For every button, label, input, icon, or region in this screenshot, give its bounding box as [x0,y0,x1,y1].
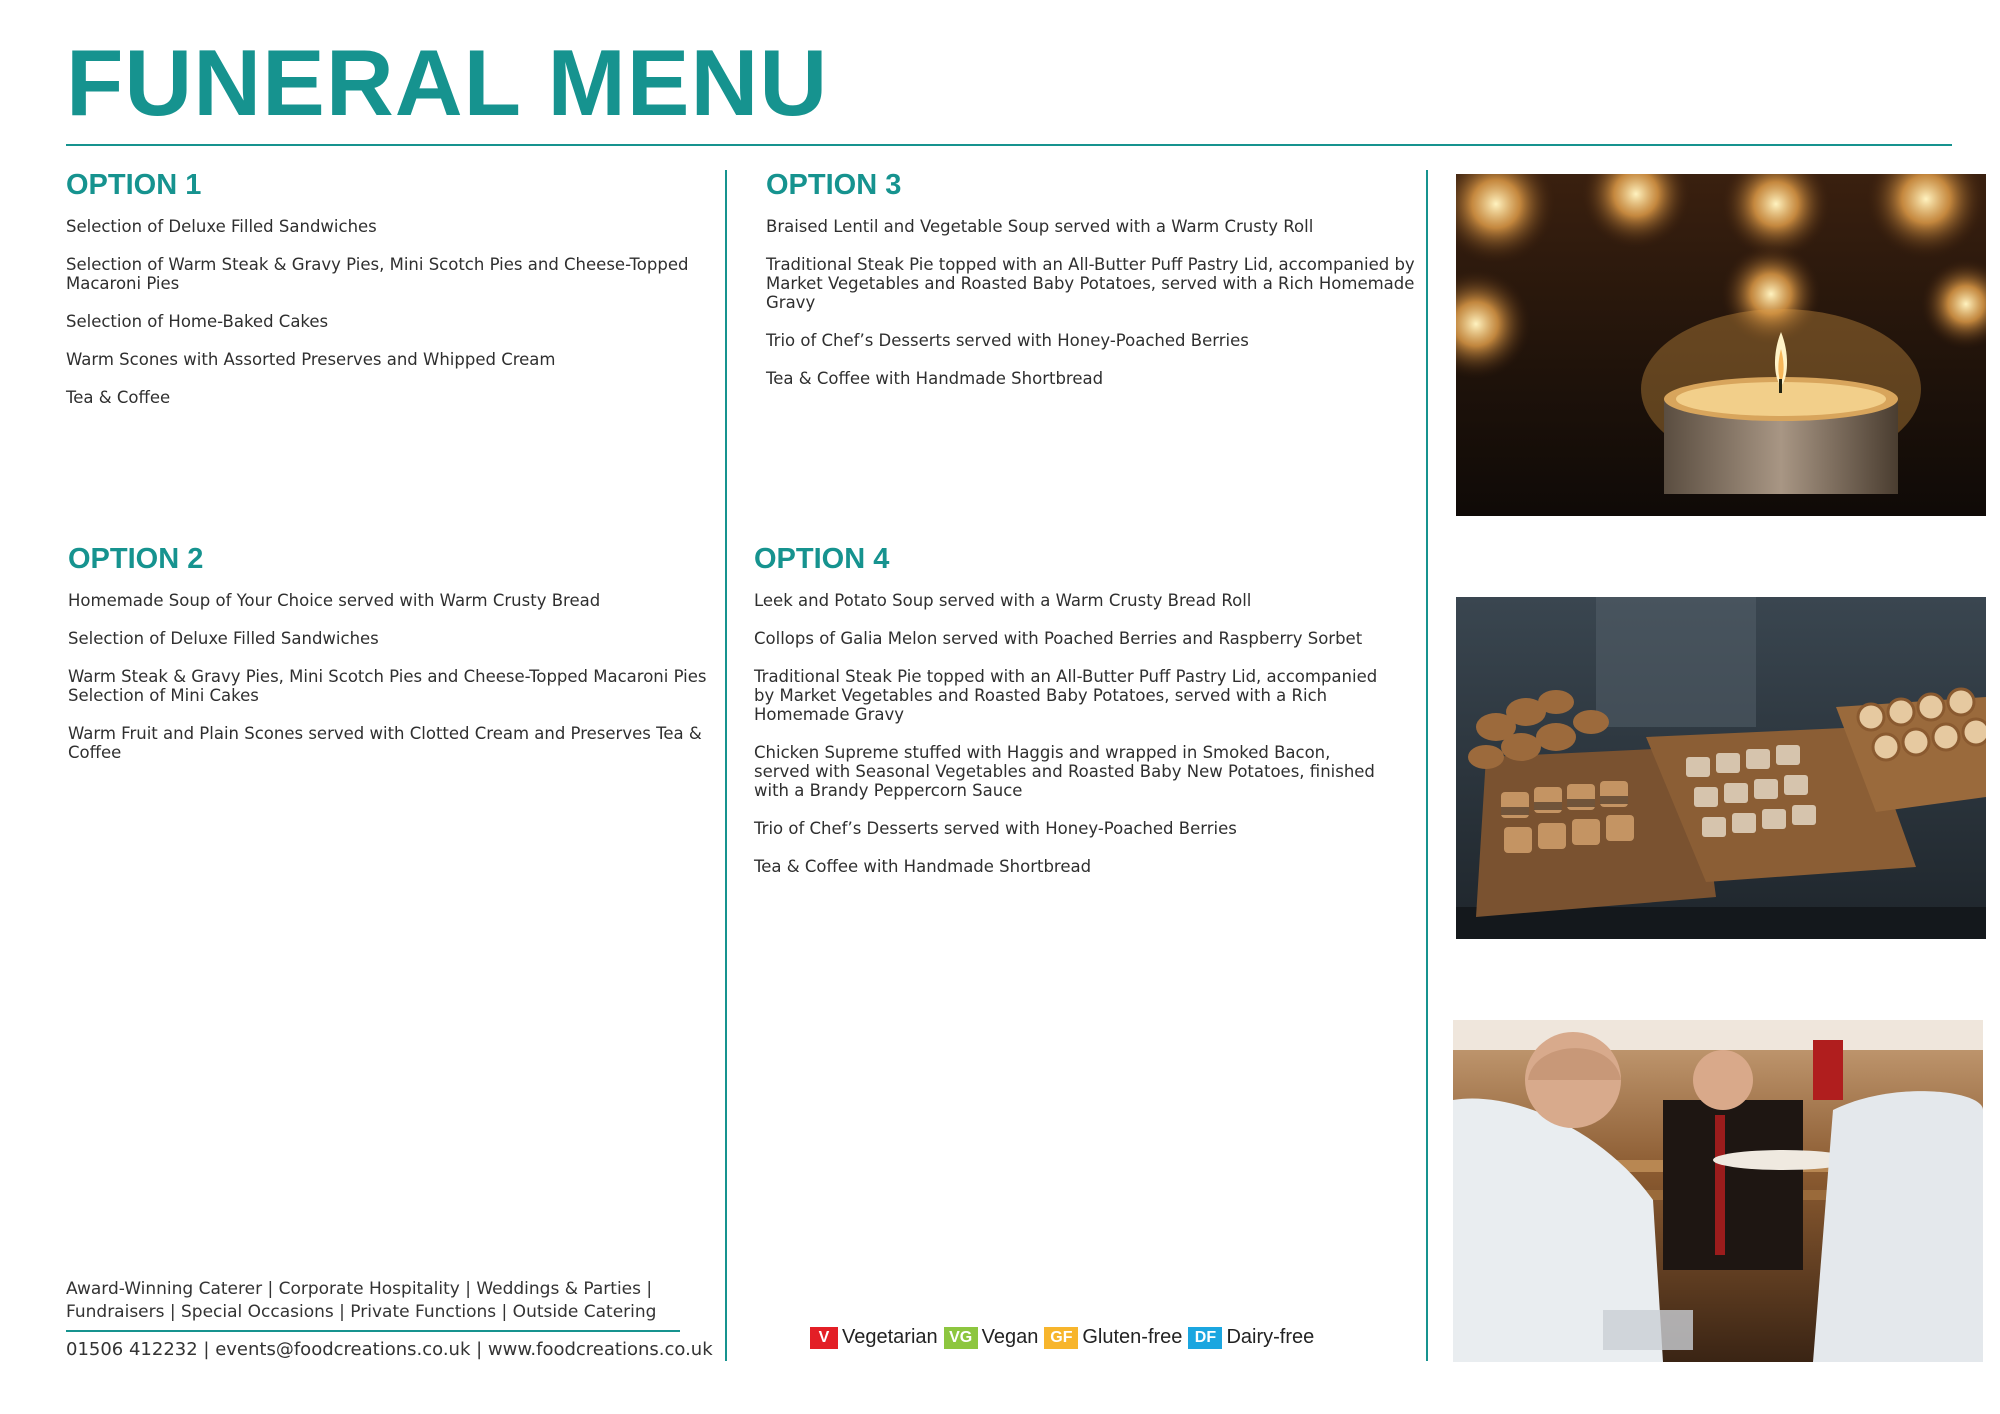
menu-item: Homemade Soup of Your Choice served with Warm Crusty Bread [68,590,601,610]
menu-item: Selection of Warm Steak & Gravy Pies, Mini Scotch Pies and Cheese-Topped Macaroni Pies [66,254,689,293]
menu-item: Warm Steak & Gravy Pies, Mini Scotch Pies and Cheese-Topped Macaroni Pies Selection of Mini Cakes [68,666,707,705]
vegan-badge: VG [944,1327,978,1349]
menu-item: Selection of Deluxe Filled Sandwiches [68,628,379,648]
menu-item: Selection of Deluxe Filled Sandwiches [66,216,377,236]
buffet-food-photo [1456,597,1986,939]
menu-item: Leek and Potato Soup served with a Warm Crusty Bread Roll [754,590,1252,610]
vegetarian-label: Vegetarian [842,1326,938,1348]
chefs-kitchen-photo [1453,1020,1983,1362]
menu-item: Tea & Coffee with Handmade Shortbread [766,368,1104,388]
menu-item: Tea & Coffee [66,387,171,407]
title-divider [66,144,1952,146]
option-3-heading: OPTION 3 [766,169,902,201]
option-4-list [754,591,1389,876]
gluten-free-badge: GF [1044,1327,1078,1349]
contact-details: 01506 412232 | events@foodcreations.co.uk | www.foodcreations.co.uk [66,1339,713,1360]
dietary-legend [810,1326,1320,1349]
menu-item: Chicken Supreme stuffed with Haggis and wrapped in Smoked Bacon, served with Seasonal Vegetables and Roasted Baby New Potatoes, finished with a Brandy Peppercorn Sauce [754,742,1375,800]
vegetarian-badge: V [810,1327,838,1349]
option-1-list [66,217,726,407]
menu-item: Tea & Coffee with Handmade Shortbread [754,856,1092,876]
menu-item: Collops of Galia Melon served with Poached Berries and Raspberry Sorbet [754,628,1363,648]
candles-photo [1456,174,1986,516]
services-text [66,1278,706,1324]
option-3-section [766,168,1426,407]
option-4-section [754,542,1389,895]
vegan-label: Vegan [981,1326,1039,1348]
menu-item: Braised Lentil and Vegetable Soup served with a Warm Crusty Roll [766,216,1314,236]
menu-item: Selection of Home-Baked Cakes [66,311,329,331]
services-line: Fundraisers | Special Occasions | Private Functions | Outside Catering [66,1302,657,1322]
dairy-free-badge: DF [1188,1327,1222,1349]
contact-divider [66,1330,680,1332]
page-title: FUNERAL MENU [66,30,829,135]
option-1-heading: OPTION 1 [66,169,202,201]
option-2-list [68,591,728,762]
option-4-heading: OPTION 4 [754,543,890,575]
gluten-free-label: Gluten-free [1082,1326,1183,1348]
menu-item: Warm Fruit and Plain Scones served with Clotted Cream and Preserves Tea & Coffee [68,723,702,762]
menu-item: Traditional Steak Pie topped with an All-Butter Puff Pastry Lid, accompanied by Market Vegetables and Roasted Baby Potatoes, served with a Rich Homemade Gravy [766,254,1415,312]
menu-item: Warm Scones with Assorted Preserves and Whipped Cream [66,349,556,369]
menu-item: Trio of Chef’s Desserts served with Honey-Poached Berries [754,818,1237,838]
menu-item: Traditional Steak Pie topped with an All-Butter Puff Pastry Lid, accompanied by Market Vegetables and Roasted Baby Potatoes, served with a Rich Homemade Gravy [754,666,1378,724]
dairy-free-label: Dairy-free [1226,1326,1315,1348]
option-2-section [68,542,728,781]
option-1-section [66,168,726,426]
services-line: Award-Winning Caterer | Corporate Hospitality | Weddings & Parties | [66,1279,653,1299]
column-divider-2 [1426,170,1428,1361]
option-3-list [766,217,1426,388]
menu-item: Trio of Chef’s Desserts served with Honey-Poached Berries [766,330,1249,350]
option-2-heading: OPTION 2 [68,543,204,575]
